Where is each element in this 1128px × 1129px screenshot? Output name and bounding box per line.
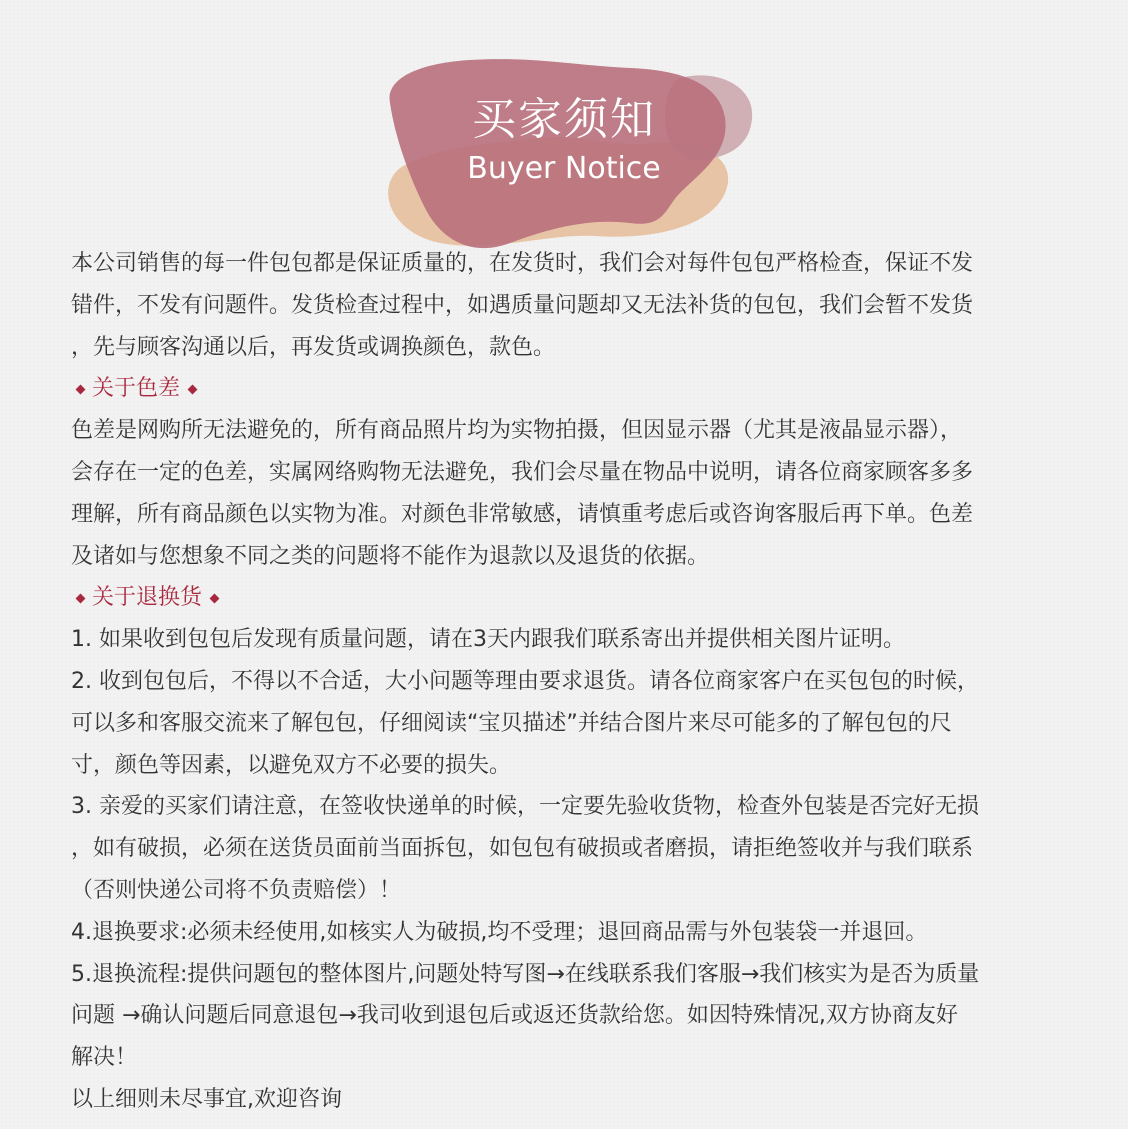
diamond-icon [188,384,198,394]
color-paragraph: 色差是网购所无法避免的，所有商品照片均为实物拍摄，但因显示器（尤其是液晶显示器）， 会存在一定的色差，实属网络购物无法避免，我们会尽量在物品中说明，请各位商家顾客多多 理解，所有商品颜色以实物为准。对颜色非常敏感，请慎重考虑后或咨询客服后再下单。色差 及诸如与您想象不同之类的问题将不能作为退款以及退货的依据。 [71,418,974,569]
section-heading-color-label: 关于色差 [92,376,181,402]
header-banner [0,0,1128,250]
page-title: 买家须知 [472,94,656,145]
section-heading-return [71,577,1061,619]
return-item-5: 5.退换流程:提供问题包的整体图片,问题处特写图→在线联系我们客服→我们核实为是否为质量 问题 →确认问题后同意退包→我司收到退包后或返还货款给您。如因特殊情况,双方协商友好 解决！ [71,961,980,1071]
footer-note: 以上细则未尽事宜,欢迎咨询 [71,1086,342,1112]
intro-paragraph: 本公司销售的每一件包包都是保证质量的，在发货时，我们会对每件包包严格检查，保证不发 错件，不发有问题件。发货检查过程中，如遇质量问题却又无法补货的包包，我们会暂不发货 ，先与顾客沟通以后，再发货或调换颜色，款色。 [71,251,974,360]
section-heading-color [71,368,1061,410]
diamond-icon [76,593,86,603]
diamond-icon [76,384,86,394]
diamond-icon [210,593,220,603]
return-item-1: 1. 如果收到包包后发现有质量问题，请在3天内跟我们联系寄出并提供相关图片证明。 [71,627,905,653]
return-item-3: 3. 亲爱的买家们请注意，在签收快递单的时候，一定要先验收货物，检查外包装是否完好无损 ，如有破损，必须在送货员面前当面拆包，如包包有破损或者磨损，请拒绝签收并与我们联系 （否则快递公司将不负责赔偿）！ [71,794,979,903]
return-item-4: 4.退换要求:必须未经使用,如核实人为破损,均不受理；退回商品需与外包装袋一并退回。 [71,919,928,945]
return-item-2: 2. 收到包包后，不得以不合适，大小问题等理由要求退货。请各位商家客户在买包包的时候， 可以多和客服交流来了解包包，仔细阅读“宝贝描述”并结合图片来尽可能多的了解包包的尺 寸，颜色等因素，以避免双方不必要的损失。 [71,668,979,778]
section-heading-return-label: 关于退换货 [92,585,203,611]
page-subtitle: Buyer Notice [467,151,661,186]
notice-content [71,243,1061,1121]
